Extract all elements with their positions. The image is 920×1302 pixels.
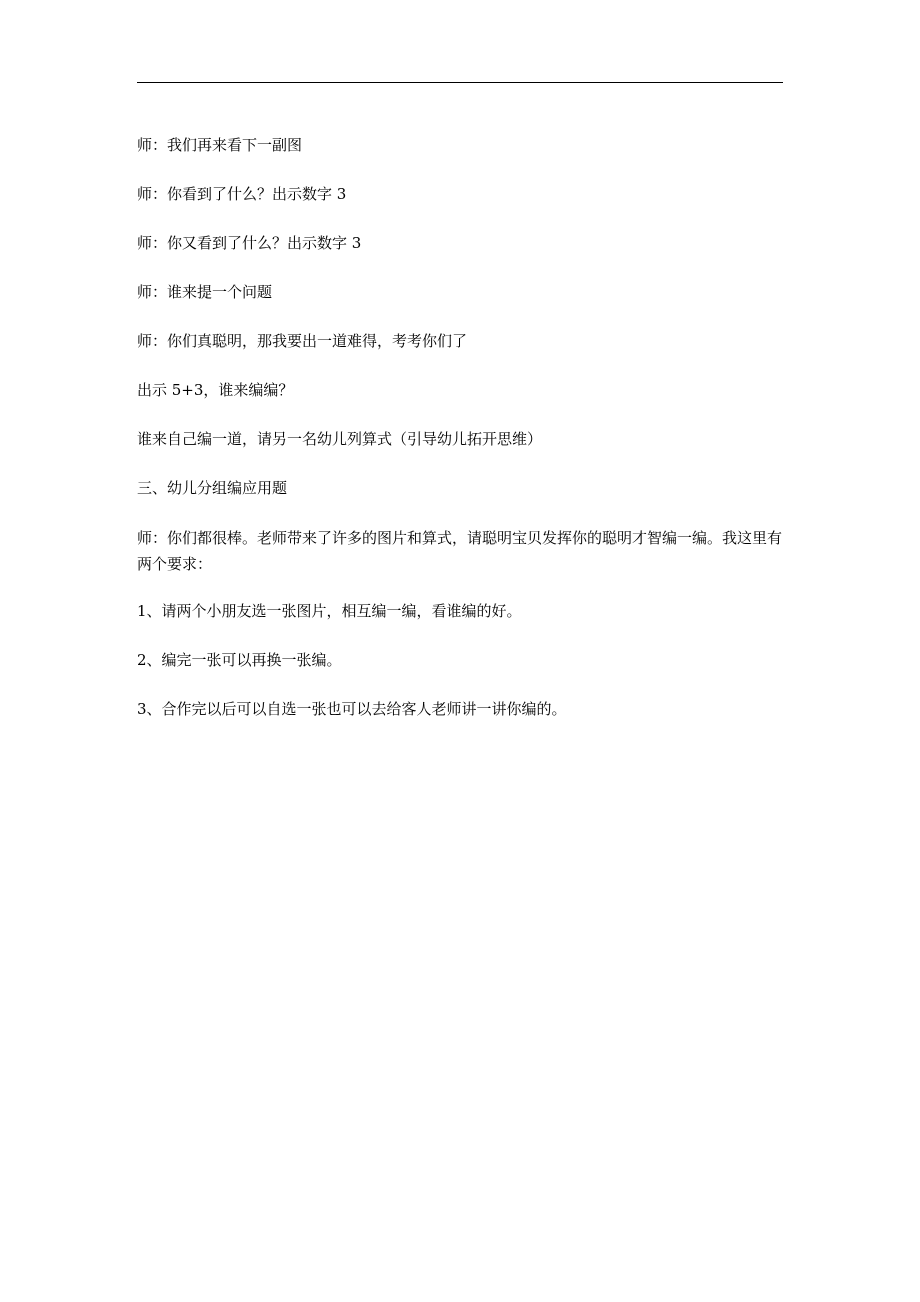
requirement-1: 1、请两个小朋友选一张图片，相互编一编，看谁编的好。 xyxy=(137,602,522,620)
paragraph-4: 师：谁来提一个问题 xyxy=(137,283,273,301)
paragraph-9: 师：你们都很棒。老师带来了许多的图片和算式，请聪明宝贝发挥你的聪明才智编一编。我这里有两个要求： xyxy=(137,529,783,573)
paragraph-1: 师：我们再来看下一副图 xyxy=(137,136,303,154)
paragraph-3: 师：你又看到了什么？出示数字 3 xyxy=(137,234,362,252)
paragraph-2: 师：你看到了什么？出示数字 3 xyxy=(137,185,347,203)
requirement-3: 3、合作完以后可以自选一张也可以去给客人老师讲一讲你编的。 xyxy=(137,700,567,718)
section-heading: 三、幼儿分组编应用题 xyxy=(137,479,288,497)
paragraph-7: 谁来自己编一道，请另一名幼儿列算式（引导幼儿拓开思维） xyxy=(137,430,543,448)
document-body xyxy=(137,133,787,746)
paragraph-6: 出示 5+3，谁来编编？ xyxy=(137,381,294,399)
requirement-2: 2、编完一张可以再换一张编。 xyxy=(137,651,342,669)
paragraph-5: 师：你们真聪明，那我要出一道难得，考考你们了 xyxy=(137,332,468,350)
header-divider xyxy=(137,82,783,83)
